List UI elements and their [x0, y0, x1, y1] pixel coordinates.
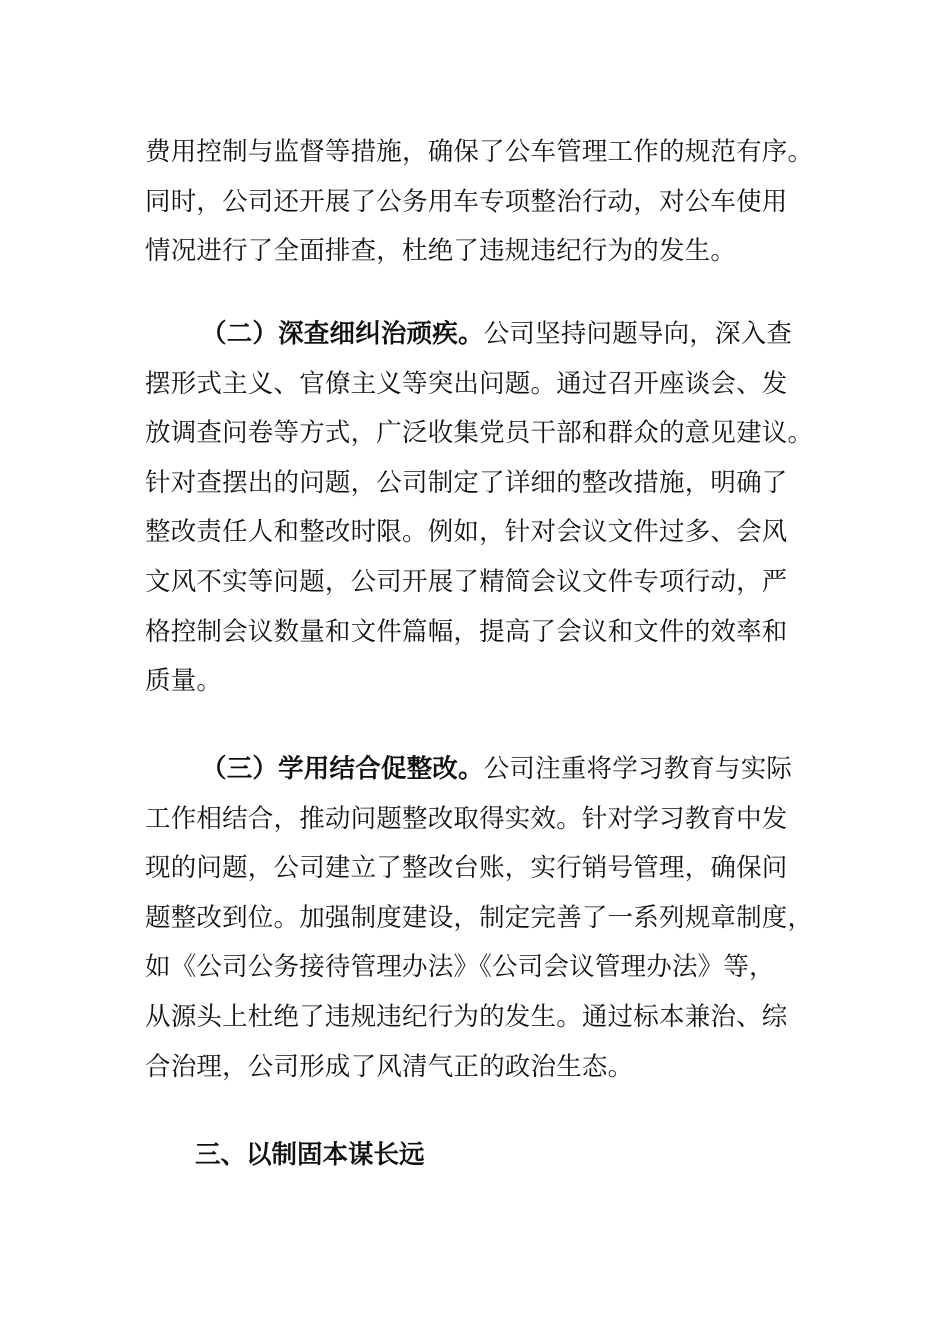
- section-heading: 三、以制固本谋长远: [195, 1140, 425, 1170]
- text-line: 格控制会议数量和文件篇幅，提高了会议和文件的效率和: [145, 616, 788, 647]
- text-line: 情况进行了全面排查，杜绝了违规违纪行为的发生。: [145, 236, 737, 267]
- text-line: 合治理，公司形成了风清气正的政治生态。: [145, 1051, 634, 1082]
- text-line: 工作相结合，推动问题整改取得实效。针对学习教育中发: [145, 803, 788, 834]
- text-line: 放调查问卷等方式，广泛收集党员干部和群众的意见建议。: [145, 418, 814, 449]
- text-line: 摆形式主义、官僚主义等突出问题。通过召开座谈会、发: [145, 368, 788, 399]
- paragraph-lead-heading: （三）学用结合促整改。: [201, 754, 484, 784]
- text-line: 文风不实等问题，公司开展了精简会议文件专项行动，严: [145, 566, 788, 597]
- text-line-first: [145, 310, 825, 360]
- paragraph-vehicle-management: [145, 128, 825, 277]
- text-line: 整改责任人和整改时限。例如，针对会议文件过多、会风: [145, 517, 788, 548]
- text-line: 质量。: [145, 666, 223, 697]
- text-line-first: [145, 745, 825, 795]
- paragraph-lead-heading: （二）深查细纠治顽疾。: [201, 319, 484, 349]
- text-line: 如《公司公务接待管理办法》《公司会议管理办法》等，: [145, 952, 775, 983]
- text-line: 针对查摆出的问题，公司制定了详细的整改措施，明确了: [145, 467, 788, 498]
- paragraph-study-and-rectification: [145, 745, 825, 1092]
- text-line: 费用控制与监督等措施，确保了公车管理工作的规范有序。: [145, 137, 814, 167]
- text-line: 现的问题，公司建立了整改台账，实行销号管理，确保问: [145, 853, 788, 884]
- text-line: 题整改到位。加强制度建设，制定完善了一系列规章制度，: [145, 902, 814, 933]
- text-line: 从源头上杜绝了违规违纪行为的发生。通过标本兼治、综: [145, 1001, 788, 1032]
- paragraph-deep-investigation: [145, 310, 825, 707]
- paragraph-first-line-text: 公司坚持问题导向，深入查: [483, 319, 793, 349]
- text-line: 同时，公司还开展了公务用车专项整治行动，对公车使用: [145, 186, 788, 217]
- paragraph-first-line-text: 公司注重将学习教育与实际: [483, 754, 793, 784]
